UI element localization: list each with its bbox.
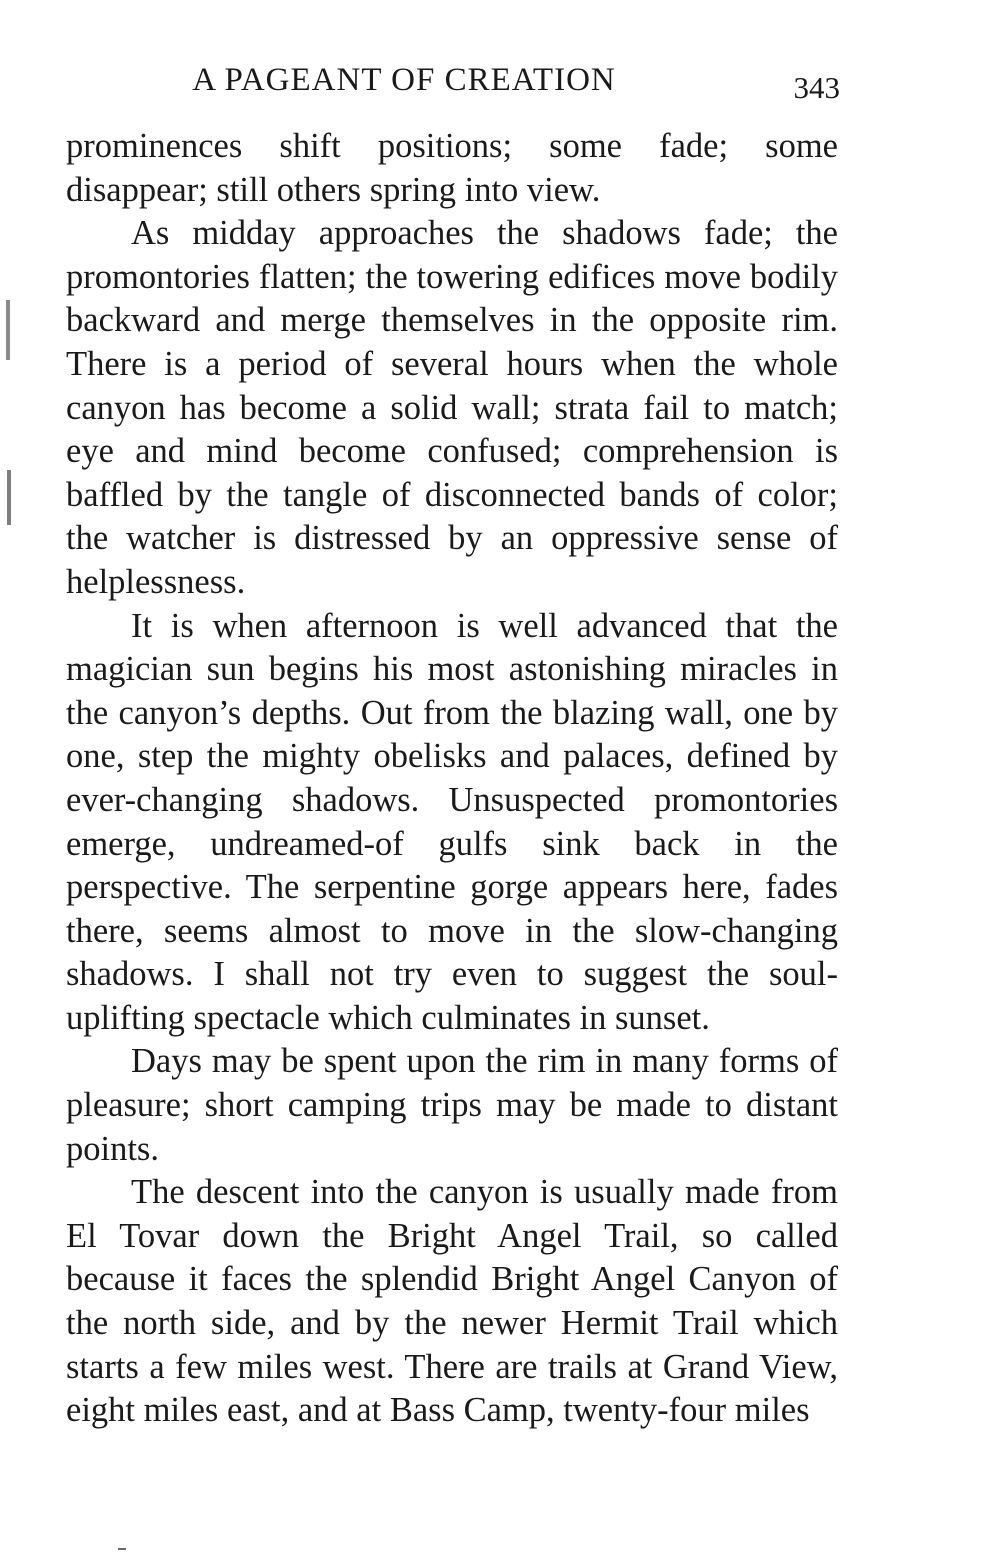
- paragraph-1: prominences shift positions; some fade; some disappear; still others spring into view.: [66, 127, 838, 209]
- paragraph-4: Days may be spent upon the rim in many forms of pleasure; short camping trips may be made to distant points.: [66, 1042, 838, 1168]
- scan-speck: [118, 1548, 126, 1550]
- body-text: [66, 125, 838, 1433]
- scan-speck: [6, 300, 10, 360]
- paragraph-3: It is when afternoon is well advanced that the magician sun begins his most astonishing miracles in the canyon’s depths. Out from the blazing wall, one by one, step the mighty obelisks and palaces, defined by ever-changing shadows. Unsuspected promontories emerge, undreamed-of gulfs sink back in the perspective. The serpentine gorge appears here, fades there, seems almost to move in the slow-changing shadows. I shall not try even to suggest the soul-uplifting spectacle which culminates in sunset.: [66, 606, 838, 1037]
- running-title: A PAGEANT OF CREATION: [192, 62, 616, 98]
- running-head: [64, 62, 840, 106]
- scan-speck: [7, 470, 11, 525]
- paragraph-5: The descent into the canyon is usually made from El Tovar down the Bright Angel Trail, so called because it faces the splendid Bright Angel Canyon of the north side, and by the newer Hermit Trail which starts a few miles west. There are trails at Grand View, eight miles east, and at Bass Camp, twenty-four miles: [66, 1173, 838, 1430]
- page-number: 343: [793, 70, 840, 105]
- paragraph-2: As midday approaches the shadows fade; the promontories flatten; the towering edifices move bodily backward and merge themselves in the opposite rim. There is a period of several hours when the whole canyon has become a solid wall; strata fail to match; eye and mind become confused; comprehension is baffled by the tangle of disconnected bands of color; the watcher is distressed by an oppressive sense of helplessness.: [66, 214, 838, 601]
